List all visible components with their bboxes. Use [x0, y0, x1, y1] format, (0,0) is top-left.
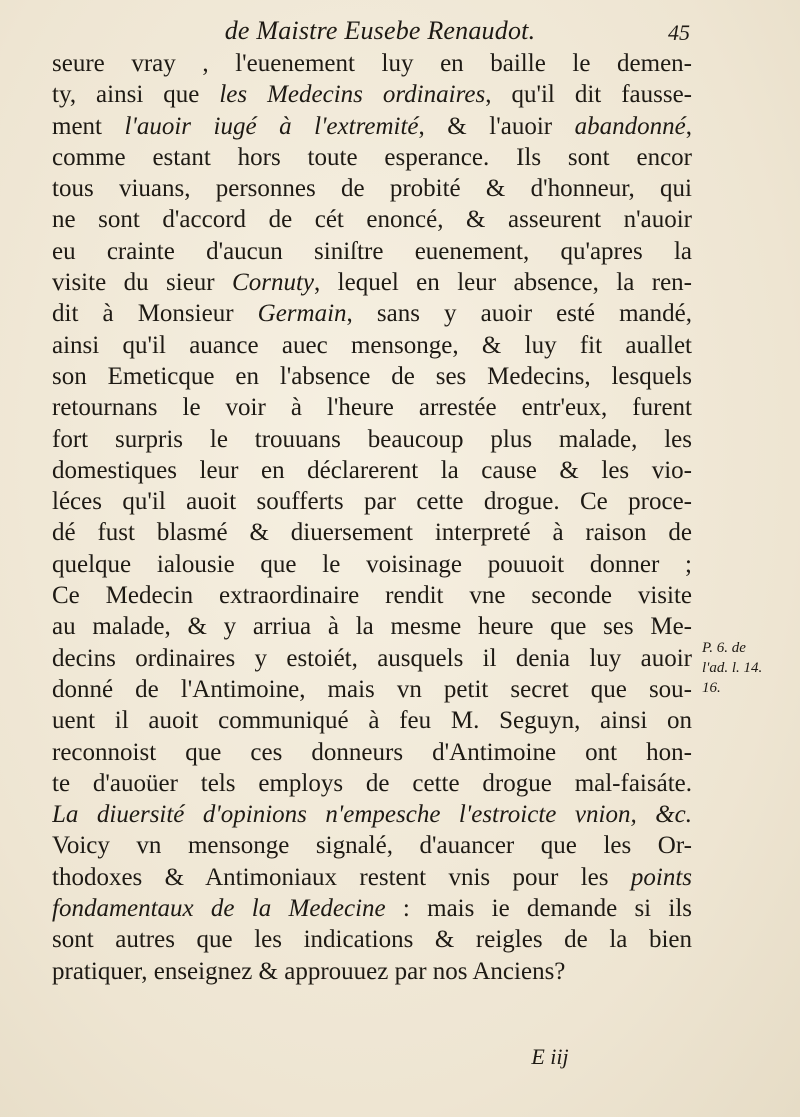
italic-phrase: fondamentaux de la Medecine — [52, 895, 386, 923]
text-line — [52, 48, 692, 79]
text-line — [52, 142, 692, 173]
page-header — [60, 14, 700, 50]
text-line — [52, 862, 692, 893]
text-line — [52, 173, 692, 204]
text-segment: donné de l'Antimoine, mais vn petit secret que sou- — [52, 675, 692, 703]
text-line — [52, 893, 692, 924]
italic-phrase: l'auoir iugé à l'extremité — [124, 112, 419, 140]
text-line — [52, 267, 692, 298]
text-segment: retournans le voir à l'heure arrestée entr'eux, furent — [52, 394, 692, 422]
italic-phrase: points — [630, 863, 692, 891]
margin-note-line: P. 6. de — [702, 640, 746, 656]
italic-phrase: les Medecins ordinaires — [219, 81, 486, 109]
text-segment: , — [685, 112, 692, 140]
text-line — [52, 330, 692, 361]
text-segment: decins ordinaires y estoiét, ausquels il denia luy auoir — [52, 644, 692, 672]
text-line — [52, 737, 692, 768]
text-segment: fort surpris le trouuans beaucoup plus malade, les — [52, 425, 692, 453]
text-line — [52, 455, 692, 486]
text-line — [52, 924, 692, 955]
text-segment: eu crainte d'aucun siniſtre euenement, qu'apres la — [52, 237, 692, 265]
text-segment: ment — [52, 112, 125, 140]
text-segment: reconnoist que ces donneurs d'Antimoine ont hon- — [52, 738, 692, 766]
margin-note-line: 16. — [702, 680, 721, 696]
text-line — [52, 424, 692, 455]
text-line — [52, 361, 692, 392]
text-segment: comme estant hors toute esperance. Ils sont encor — [52, 143, 692, 171]
text-segment: Voicy vn mensonge signalé, d'auancer que les Or- — [52, 832, 692, 860]
text-line — [52, 799, 692, 830]
text-line — [52, 79, 692, 110]
text-line — [52, 580, 692, 611]
text-segment: , qu'il dit fausse- — [485, 81, 692, 109]
italic-phrase: La diuersité d'opinions n'empesche l'estroicte vnion, &c. — [52, 801, 692, 829]
text-segment: : mais ie demande si ils — [385, 895, 692, 923]
text-segment: pratiquer, enseignez & approuuez par nos Anciens? — [52, 957, 566, 985]
text-line — [52, 298, 692, 329]
text-line — [52, 956, 692, 987]
text-segment: léces qu'il auoit soufferts par cette drogue. Ce proce- — [52, 488, 692, 516]
text-segment: , lequel en leur absence, la ren- — [314, 269, 692, 297]
body-text — [52, 48, 692, 987]
italic-phrase: Cornuty — [232, 269, 314, 297]
text-line — [52, 236, 692, 267]
running-head: de Maistre Eusebe Renaudot. — [224, 16, 536, 45]
text-segment: son Emeticque en l'absence de ses Medecins, lesquels — [52, 362, 692, 390]
text-segment: quelque ialousie que le voisinage pouuoit donner ; — [52, 550, 692, 578]
text-line — [52, 768, 692, 799]
text-segment: thodoxes & Antimoniaux restent vnis pour les — [52, 863, 631, 891]
text-line — [52, 486, 692, 517]
text-segment: ty, ainsi que — [52, 81, 220, 109]
text-line — [52, 549, 692, 580]
text-segment: uent il auoit communiqué à feu M. Seguyn, ainsi on — [52, 707, 692, 735]
text-segment: seure vray , l'euenement luy en baille le demen- — [52, 50, 692, 77]
text-line — [52, 830, 692, 861]
text-segment: , sans y auoir esté mandé, — [346, 300, 692, 328]
text-line — [52, 705, 692, 736]
text-segment: dé fust blasmé & diuersement interpreté à raison de — [52, 519, 692, 547]
text-segment: ainsi qu'il auance auec mensonge, & luy fit auallet — [52, 331, 692, 359]
text-segment: te d'auoüer tels employs de cette drogue mal-faisáte. — [52, 769, 692, 797]
text-segment: Ce Medecin extraordinaire rendit vne seconde visite — [52, 582, 692, 610]
text-segment: dit à Monsieur — [52, 300, 258, 328]
text-line — [52, 517, 692, 548]
text-segment: , & l'auoir — [418, 112, 575, 140]
page-number: 45 — [668, 20, 690, 45]
margin-note-line: l'ad. l. 14. — [702, 660, 763, 676]
text-segment: tous viuans, personnes de probité & d'honneur, qui — [52, 175, 692, 203]
italic-phrase: Germain — [257, 300, 347, 328]
text-segment: visite du sieur — [52, 269, 233, 297]
text-line — [52, 611, 692, 642]
text-line — [52, 204, 692, 235]
text-segment: domestiques leur en déclarerent la cause & les vio- — [52, 456, 692, 484]
italic-phrase: abandonné — [574, 112, 686, 140]
text-segment: sont autres que les indications & reigles de la bien — [52, 926, 692, 954]
margin-note — [702, 638, 772, 698]
signature-mark: E iij — [531, 1044, 569, 1069]
text-line — [52, 392, 692, 423]
text-segment: au malade, & y arriua à la mesme heure que ses Me- — [52, 613, 692, 641]
text-line — [52, 111, 692, 142]
text-segment: ne sont d'accord de cét enoncé, & asseurent n'auoir — [52, 206, 692, 234]
text-line — [52, 643, 692, 674]
text-line — [52, 674, 692, 705]
